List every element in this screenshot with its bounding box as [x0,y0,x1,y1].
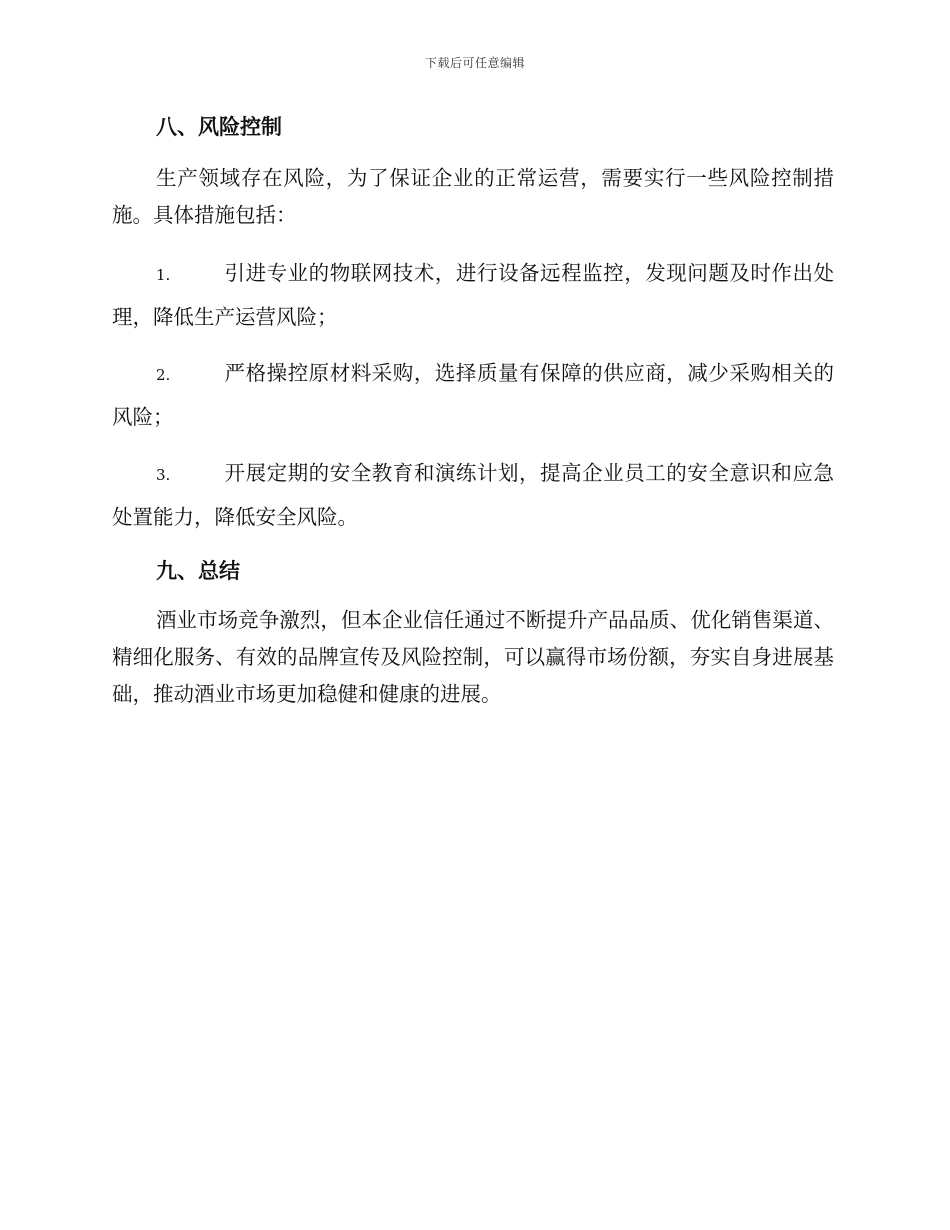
risk-control-intro: 生产领域存在风险，为了保证企业的正常运营，需要实行一些风险控制措施。具体措施包括： [112,166,834,227]
list-item-text: 开展定期的安全教育和演练计划，提高企业员工的安全意识和应急处置能力，降低安全风险。 [112,461,834,529]
risk-measure-item [112,452,834,538]
risk-measure-item [112,252,834,338]
summary-body: 酒业市场竞争激烈，但本企业信任通过不断提升产品品质、优化销售渠道、精细化服务、有效的品牌宣传及风险控制，可以赢得市场份额，夯实自身进展基础，推动酒业市场更加稳健和健康的进展。 [112,608,834,706]
list-number: 3. [156,466,171,484]
section-heading-summary: 九、总结 [156,559,240,583]
list-item-text: 引进专业的物联网技术，进行设备远程监控，发现问题及时作出处理，降低生产运营风险； [112,261,834,329]
risk-measure-item [112,352,834,438]
document-body [112,108,834,713]
section-heading-risk-control: 八、风险控制 [156,115,282,139]
list-number: 1. [156,266,171,284]
list-item-text: 严格操控原材料采购，选择质量有保障的供应商，减少采购相关的风险； [112,361,834,429]
list-number: 2. [156,366,171,384]
header-note: 下载后可任意编辑 [424,56,525,70]
